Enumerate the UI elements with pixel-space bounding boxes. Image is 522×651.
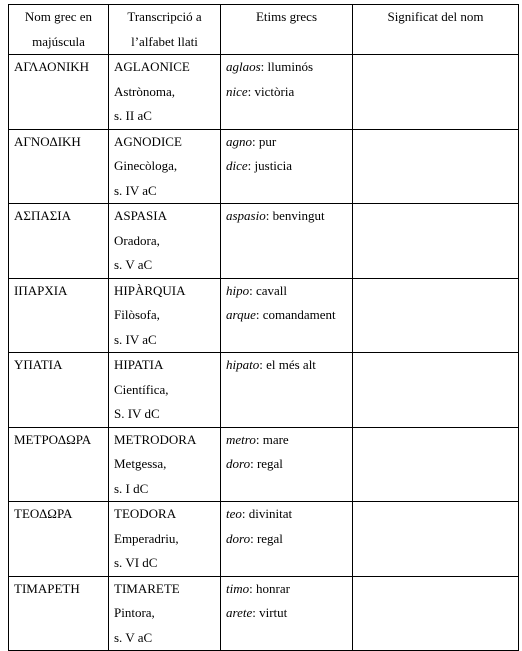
etym-meaning: : divinitat (241, 506, 293, 521)
etyms-cell (221, 278, 353, 353)
transliteration-cell (109, 427, 221, 502)
greek-name: ΙΠΑΡΧΙΑ (14, 282, 68, 298)
greek-name-cell (9, 353, 109, 428)
century: s. I dC (114, 480, 149, 496)
etym-entry (226, 154, 347, 179)
latin-name: METRODORA (114, 431, 197, 447)
profession: Emperadriu, (114, 530, 179, 546)
header-line: Etims grecs (255, 9, 317, 24)
century: S. IV dC (114, 406, 160, 421)
profession: Científica, (114, 381, 169, 397)
transliteration-cell (109, 129, 221, 204)
header-line: majúscula (32, 33, 85, 49)
etym-entry (226, 130, 347, 155)
etym-entry (226, 577, 347, 602)
greek-name-cell (9, 278, 109, 353)
header-line: Nom grec en (24, 9, 93, 24)
header-line: Transcripció a (127, 9, 202, 24)
transliteration-cell (109, 55, 221, 130)
names-table (8, 4, 519, 651)
etyms-cell (221, 502, 353, 577)
transliteration-cell (109, 278, 221, 353)
etym-meaning: : justicia (247, 158, 293, 173)
transliteration-cell (109, 576, 221, 651)
etym-entry (226, 303, 347, 328)
table-row (9, 278, 519, 353)
profession: Oradora, (114, 232, 160, 248)
etym-meaning: : el més alt (259, 357, 316, 372)
etym-meaning: : regal (250, 530, 283, 546)
meaning-cell[interactable] (353, 55, 519, 130)
etyms-cell (221, 129, 353, 204)
header-transliteration (109, 5, 221, 55)
etym-term: arque (226, 307, 256, 322)
greek-name-cell (9, 129, 109, 204)
etym-entry (226, 55, 347, 80)
century: s. VI dC (114, 555, 158, 570)
etym-meaning: : regal (250, 456, 283, 471)
profession: Pintora, (114, 605, 155, 620)
etym-entry (226, 601, 347, 626)
profession: Astrònoma, (114, 83, 176, 99)
etym-entry (226, 452, 347, 477)
century: s. V aC (114, 629, 153, 645)
etym-term: doro (226, 456, 251, 471)
etym-term: timo (226, 580, 250, 596)
header-line: l’alfabet llati (131, 33, 198, 49)
etym-meaning: : pur (252, 133, 277, 149)
etym-term: dice (226, 158, 248, 173)
etyms-cell (221, 55, 353, 130)
etym-term: doro (226, 530, 251, 546)
table-row (9, 576, 519, 651)
century: s. V aC (114, 257, 153, 272)
etyms-cell (221, 204, 353, 279)
century: s. II aC (114, 108, 152, 123)
etym-term: teo (226, 506, 242, 521)
header-row (9, 5, 519, 55)
etyms-cell (221, 576, 353, 651)
header-line: Significat del nom (387, 9, 484, 24)
etym-entry (226, 80, 347, 105)
profession: Metgessa, (114, 456, 167, 471)
greek-name-cell (9, 427, 109, 502)
latin-name: AGLAONICE (114, 59, 190, 74)
etym-term: aspasio (226, 208, 266, 223)
greek-name: ΤΕΟΔΩΡΑ (14, 506, 73, 521)
greek-name: ΑΓΝΟΔΙΚΗ (14, 133, 81, 149)
latin-name: AGNODICE (114, 133, 182, 149)
latin-name: HIPÀRQUIA (114, 282, 186, 298)
etym-meaning: : victòria (247, 83, 295, 99)
meaning-cell[interactable] (353, 129, 519, 204)
etym-meaning: : honrar (249, 580, 290, 596)
greek-name: ΜΕΤΡΟΔΩΡΑ (14, 431, 92, 447)
profession: Ginecòloga, (114, 158, 178, 173)
header-greek-name (9, 5, 109, 55)
etyms-cell (221, 427, 353, 502)
table-row (9, 353, 519, 428)
century: s. IV aC (114, 331, 157, 347)
greek-name: ΑΓΛΑΟΝΙΚΗ (14, 59, 90, 74)
etym-term: nice (226, 83, 248, 99)
etym-term: agno (226, 133, 252, 149)
latin-name: ASPASIA (114, 208, 167, 223)
table-row (9, 502, 519, 577)
meaning-cell[interactable] (353, 427, 519, 502)
transliteration-cell (109, 502, 221, 577)
greek-name-cell (9, 502, 109, 577)
etyms-cell (221, 353, 353, 428)
etym-meaning: : lluminós (260, 59, 314, 74)
meaning-cell[interactable] (353, 502, 519, 577)
greek-name: ΥΠΑΤΙΑ (14, 357, 63, 372)
table-row (9, 204, 519, 279)
etym-entry (226, 353, 347, 378)
etym-meaning: : comandament (255, 307, 336, 322)
latin-name: TIMARETE (114, 580, 180, 596)
meaning-cell[interactable] (353, 278, 519, 353)
etym-term: arete (226, 605, 253, 620)
etym-term: hipo (226, 282, 250, 298)
table-row (9, 55, 519, 130)
greek-name-cell (9, 55, 109, 130)
etym-term: aglaos (226, 59, 261, 74)
table-row (9, 129, 519, 204)
etym-meaning: : virtut (252, 605, 288, 620)
meaning-cell[interactable] (353, 204, 519, 279)
century: s. IV aC (114, 182, 157, 198)
etym-term: metro (226, 431, 256, 447)
header-etyms (221, 5, 353, 55)
latin-name: TEODORA (114, 506, 177, 521)
table-row (9, 427, 519, 502)
meaning-cell[interactable] (353, 576, 519, 651)
etym-meaning: : benvingut (265, 208, 325, 223)
etym-meaning: : cavall (249, 282, 288, 298)
greek-name: ΑΣΠΑΣΙΑ (14, 208, 72, 223)
etym-entry (226, 204, 347, 229)
etym-entry (226, 502, 347, 527)
etym-entry (226, 428, 347, 453)
header-meaning (353, 5, 519, 55)
meaning-cell[interactable] (353, 353, 519, 428)
etym-term: hipato (226, 357, 260, 372)
etym-meaning: : mare (255, 431, 289, 447)
profession: Filòsofa, (114, 307, 160, 322)
transliteration-cell (109, 204, 221, 279)
greek-name-cell (9, 576, 109, 651)
transliteration-cell (109, 353, 221, 428)
etym-entry (226, 279, 347, 304)
latin-name: HIPATIA (114, 357, 164, 372)
etym-entry (226, 527, 347, 552)
greek-name: ΤΙΜΑΡΕΤΗ (14, 580, 80, 596)
greek-name-cell (9, 204, 109, 279)
